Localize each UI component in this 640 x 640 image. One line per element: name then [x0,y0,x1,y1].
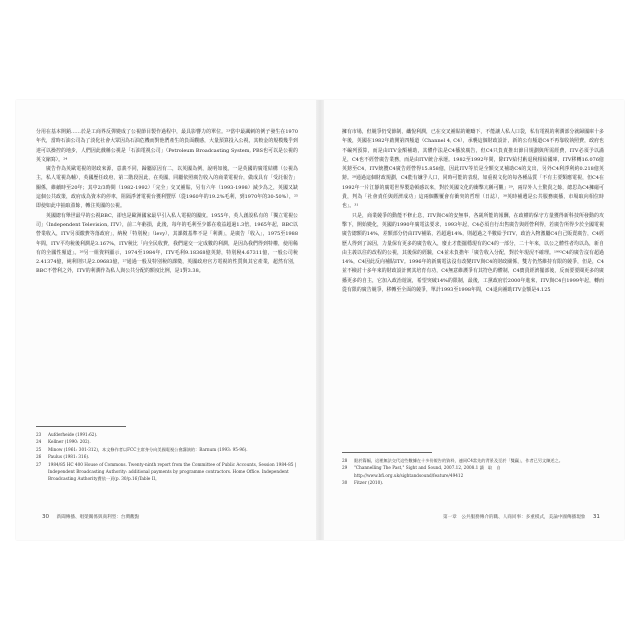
paragraph: 擁有市場，但競爭仍受節制，纖悅利潤，已在交叉補貼的範疇下，不能讓人私人口袋，私有電視的利潤部分就歸國庫十多年後，英國在1982年啟開第四頻道（Channel 4, C4），承襲這個財政設計，新的公有頻道C4不再靠收執照費，政府也不編列預算，而是由ITV金額補助，其體作法是C4播放廣告，但C4只負責推出節目規劃與所需經費，ITV必須予以滿足，C4也不經營廣告業務，而是由ITV統合承運。1982至1992年間，除ITV給付虧退稅相給國庫，ITV移轉16.076億英鎊至C4，ITV統攬C4廣告經營得15.858億，因此ITV等於是全額交叉補助C4的支出，另外C4利淨利約0.218億英鎊。²⁸通過這個財政規劃，C4能有嫌乎人口，同時可能的表現，如重視文化的每各種品質「不有主要類應電視，但C4在1992年一片江靜的廣電世界製造頓感以來，對於英國文化的衝擊亢稱可觀」²⁹，兩岸外人士驚貴之餘，總思為C4擁磁可貴，判為「社會責任與經濟成功」這兩個觀覆會有衝突的哲理（日誌），³⁰英時補遺是公共服務廣播，市場取向相位時也」。³¹ [342,129,604,210]
footnote-text: Fitzer (2010). [354,480,384,486]
right-footnotes [342,452,604,487]
footnote-number: 28 [342,458,348,463]
left-folio [36,514,139,520]
footnote-text: 限於篇幅，這裡無法交代這些數據在十多份報告的資料，連同C4當先的背景及至於「雙贏」，作者已另文陳述之。 [354,458,563,463]
running-header: 第一章 公共服務傳介的職、人商同事：多重模式，美論中國傳播現象 [442,515,586,520]
footnote [36,438,298,445]
footnote-text: "Channelling The Past," Sight and Sound, 2007.12, 2008.1 讀 取 自 http://www.bfi.org.uk/sightandsound/feature/49412 [354,465,501,478]
footnote-number: 23 [36,432,42,437]
footnote [36,446,298,453]
footnote-text: Minow (1961: 301-312)，本文條作者以FCC主席身分向美國電視公會講演的：Barnum (1993: 95-96). [48,446,248,452]
footnote [36,431,298,438]
footnote-number: 29 [342,465,348,471]
book-spread [16,100,624,540]
running-header: 新聞傳播、唱榮關係與商利型：台灣觀點 [56,515,140,520]
left-body-text [36,128,298,277]
book-gutter [316,100,324,540]
paragraph: 廣告作為英歐電視的財政來源，意義不同，歸屬原因有二，以英國為例，說明如後。一是英國的廣電結構（公視為主，私人電視為輔），英國歷任政府，第二階段因此，在英國，同屬依照廣告收入的商業電視台，做成具有「受託報告」關係，維續時至20年；其中2/3時間（1982-1992）「完全」交叉補貼，另有六年（1993-1998）減少為之，英國又缺這個公共政策，政府成為資本的停車，阻隔淨著電視台獲利豐厚（從1960年的19.2%毛利，到1970年的30-50%），²⁵即使如此中抽取盈餘，轉注英國的公視。 [36,166,298,210]
page-number: 30 [42,514,50,520]
paragraph: 只是，商業競爭的動能不修止息，ITV與C4的安無事，各歲所能的報酬，在政權的保守方量獲得新科技所發動的攻擊下，開始變化，英國的1990年廣電法要求，1993年起，C4必須自行出售廣告與經營利得，若廣告所得少於全國電視廣告總額的14%，差額部分仍由ITV補貼，若超過14%，則超過之半數給予ITV，政治入物激屬C4自己販賣廣告，C4經歷人得到了諒因，力量保有更多的廣告收入，廢止才能擺穩現有的C4的一部分，二十年來，以公之體性者均以為，新自由主義以往的改程的公視，其後保的經驗，C4並未負擔年「廣告收入分配，對於年現況不確理。¹⁹⁹²C4的廣告沒有超過14%，C4因此反向補貼ITV。1996年的新廣電法沒有改變ITV與C4的財政關係，雙方仍然維持有限的競爭，但是，C4並不檢討十多年來的財政設計實其培育有功，C4無意維護爭有其符色的體制，C4寶貴經濟擺部後，反而要要閱更多的廣播更多的自主，它加入政治遊說，希望突破14%的限制，最後，工黨政府於2000年進來，ITV與C4自1999年起，轉而從有限的廣告競爭，移轉至全面的競爭，單計1993至1998年間，C4退向補助ITV金額是4.125 [342,212,604,294]
footnote-text: Aufderheide (1991:62). [48,432,98,437]
page-number: 31 [592,514,600,520]
footnote-number: 25 [36,446,42,452]
footnote [342,457,604,464]
paragraph: 分用在基本開銷……於是工商界反彈變成了公視節目製作過程中，最具影響力的單位。²³當中最諷刺的例子發生在1970年代，當時石油公司為了淡化社會大眾因為石油危機而對他們產生的負面觀感，大量預算投入公視，其較金的規模幾乎到達可以操控的地步，人們因此戲稱公視是「石油電視公司」（Petroleum Broadcasting System, PBS也可以是公視的英文縮寫）。²⁴ [36,129,298,163]
footnote [36,453,298,460]
footnote-rule [342,452,432,453]
footnote [342,464,604,479]
footnote [36,461,298,483]
right-page [324,100,624,540]
left-page [16,100,316,540]
footnote-number: 27 [36,461,42,467]
right-body-text [342,128,604,295]
right-folio [443,514,606,520]
footnote-text: 1984/85 HC 400 House of Commons. Twenty-ninth report from the Committee of Public Accounts, Session 1984-85 | Independent Broadcasting Authority: additional payments by programme contractors. Home Office. Independent Broadcasting Authority費依一頁(p. 30/p.16)Table II。 [48,461,297,482]
footnote [342,479,604,486]
paragraph: 英國總有舉世最早的公視BBC，卻也是歐洲國家最早引入私人電視的國度。1955年，英人創設私有的「獨立電視公司」（Independent Television, ITV），前二年虧損，此後，每年的毛利至少都在收益超過1.3倍，1965年起，BBC以營業收入，ITV另須繳費等落政府」，納稅「特別稅」（levy），其課徵基準不是「利潤」，是廣告「收入」，1975至1988年間，ITV平均稅後利潤是3.167%，ITV稅比「向全民收費，我們還交一定成數的利潤，是因為我們得到特權，使用稀有的全國性頻道」。²⁶另一組資料顯示，1974至1984年，ITV毛利9.18368億英鎊，特別稅4.67311億，一般公司稅2.41374億，純利則只是2.09683億，²⁷通過一般及特別稅的課徵，英國政府官方電視的性質與其它產業，超然有別，BBC不營利之外，ITV的利潤作為私人與公共分配的額度比例，是1對3.38。 [36,212,298,275]
footnote-number: 26 [36,454,42,460]
footnote-text: Kellner (1990: 202). [48,439,91,445]
footnote-number: 24 [36,439,42,445]
footnote-text: Paulus (1981: 316). [48,454,90,460]
footnote-rule [36,426,126,427]
left-footnotes [36,426,298,483]
footnote-number: 30 [342,480,348,486]
